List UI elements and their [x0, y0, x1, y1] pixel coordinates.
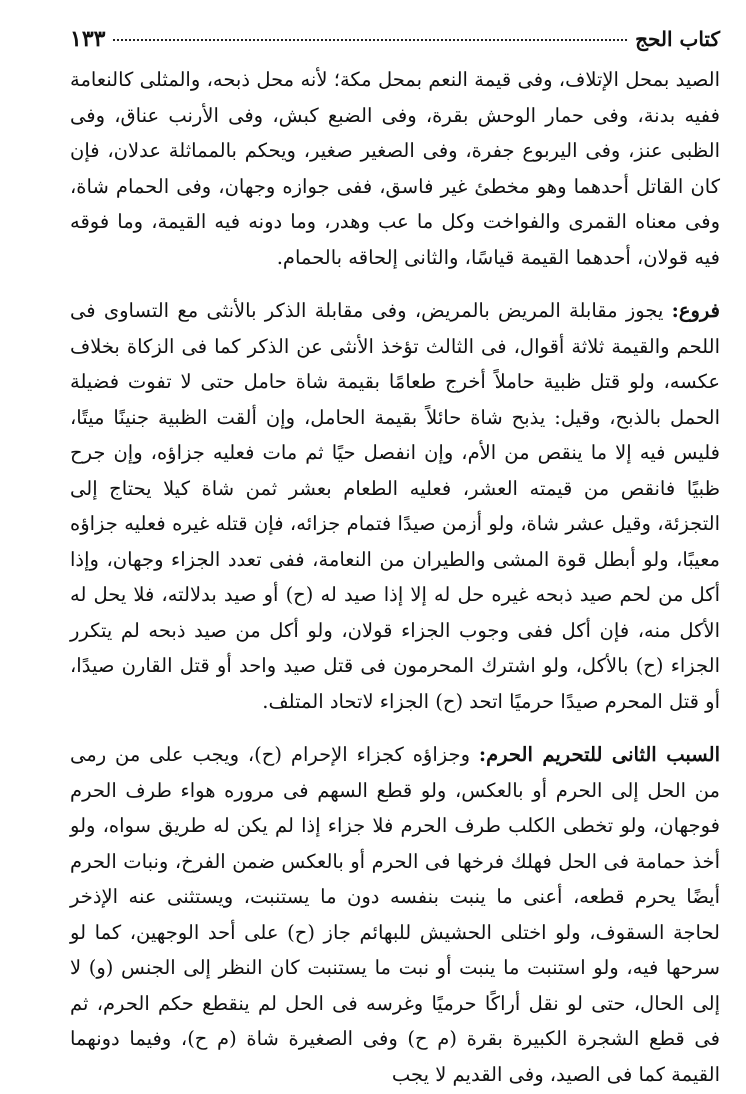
dotted-leader	[113, 39, 627, 41]
running-header	[70, 26, 720, 62]
paragraph-heading: السبب الثانى للتحريم الحرم:	[478, 743, 720, 766]
book-page	[70, 26, 720, 1086]
paragraph-heading: فروع:	[671, 299, 720, 322]
paragraph-text: وجزاؤه كجزاء الإحرام (ح)، ويجب على من رمى من الحل إلى الحرم أو بالعكس، ولو قطع السهم فى مروره هواء طرف الحرم فوجهان، ولو تخطى الكلب طرف الحرم فلا جزاء إذا لم يكن له طريق سواه، ولو أخذ حمامة فى الحل فهلك فرخها فى الحرم أو بالعكس ضمن الفرخ، ونبات الحرم أيضًا يحرم قطعه، أعنى ما ينبت بنفسه دون ما يستنبت، ويستثنى عنه الإذخر لحاجة السقوف، ولو اختلى الحشيش للبهائم جاز (ح) على أحد الوجهين، كما لو سرحها فيه، ولو استنبت ما ينبت أو نبت ما يستنبت كان النظر إلى الجنس (و) لا إلى الحال، حتى لو نقل أراكًا حرميًا وغرسه فى الحل لم ينقطع حكم الحرم، ثم فى قطع الشجرة الكبيرة بقرة (م ح) وفى الصغيرة شاة (م ح)، وفيما دونهما القيمة كما فى الصيد، وفى القديم لا يجب	[70, 743, 720, 1086]
paragraph-branches	[70, 293, 720, 719]
paragraph-text: الصيد بمحل الإتلاف، وفى قيمة النعم بمحل مكة؛ لأنه محل ذبحه، والمثلى كالنعامة ففيه بدنة، وفى حمار الوحش بقرة، وفى الضبع كبش، وفى الأرنب عناق، وفى الظبى عنز، وفى اليربوع جفرة، وفى الصغير صغير، ويحكم بالمماثلة عدلان، فإن كان القاتل أحدهما وهو مخطئ غير فاسق، ففى جوازه وجهان، وفى الحمام شاة، وفى معناه القمرى والفواخت وكل ما عب وهدر، وما دونه فيه القيمة، وما فوقه فيه قولان، أحدهما القيمة قياسًا، والثانى إلحاقه بالحمام.	[70, 68, 720, 269]
paragraph-haram-sanctuary	[70, 737, 720, 1092]
page-number: ١٣٣	[70, 26, 106, 52]
paragraph-text: يجوز مقابلة المريض بالمريض، وفى مقابلة الذكر بالأنثى مع التساوى فى اللحم والقيمة ثلاثة أقوال، فى الثالث تؤخذ الأنثى عن الذكر كما فى الزكاة بخلاف عكسه، ولو قتل ظبية حاملاً أخرج طعامًا بقيمة شاة حامل حتى لا تفوت فضيلة الحمل بالذبح، وقيل: يذبح شاة حائلاً بقيمة الحامل، وإن ألقت الظبية جنينًا ميتًا، فليس فيه إلا ما ينقص من الأم، وإن انفصل حيًا ثم مات فعليه جزاؤه، وإن جرح ظبيًا فانقص من قيمته العشر، فعليه الطعام بعشر ثمن شاة كيلا يحتاج إلى التجزئة، وقيل عشر شاة، ولو أزمن صيدًا فتمام جزائه، فإن قتله غيره فعليه جزاؤه معيبًا، ولو أبطل قوة المشى والطيران من النعامة، ففى تعدد الجزاء وجهان، وإذا أكل من لحم صيد ذبحه غيره حل له إلا إذا صيد له (ح) أو صيد بدلالته، فلا يحل له الأكل منه، فإن أكل ففى وجوب الجزاء قولان، ولو أكل من صيد ذبحه لم يتكرر الجزاء (ح) بالأكل، ولو اشترك المحرمون فى قتل صيد واحد أو قتل القارن صيدًا، أو قتل المحرم صيدًا حرميًا اتحد (ح) الجزاء لاتحاد المتلف.	[70, 299, 720, 713]
chapter-title: كتاب الحج	[635, 27, 720, 51]
paragraph-hunting-compensation	[70, 62, 720, 275]
